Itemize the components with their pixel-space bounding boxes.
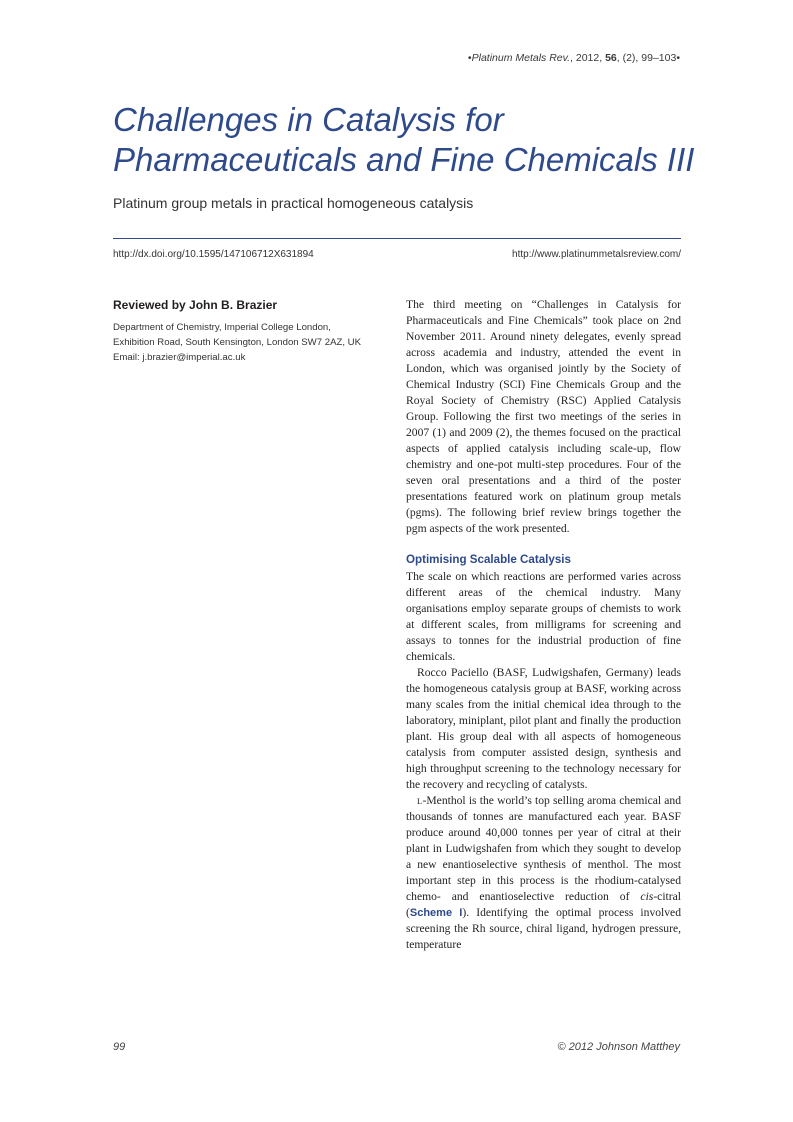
copyright-notice: © 2012 Johnson Matthey bbox=[557, 1041, 680, 1053]
reviewer-block bbox=[113, 298, 388, 365]
reviewer-affiliation-line-2: Exhibition Road, South Kensington, London SW7 2AZ, UK bbox=[113, 337, 361, 348]
paragraph-3 bbox=[406, 793, 681, 953]
small-caps-l: L bbox=[417, 796, 423, 806]
bullet-right: • bbox=[676, 52, 680, 64]
section-heading: Optimising Scalable Catalysis bbox=[406, 553, 571, 566]
bullet-left: • bbox=[467, 52, 472, 64]
scheme-reference-link[interactable]: Scheme I bbox=[409, 907, 463, 919]
paragraph-3-part-c: ). Identifying the optimal process involved screening the Rh source, chiral ligand, hydrogen pressure, temperature bbox=[406, 906, 681, 951]
paragraph-3-part-a: -Menthol is the world’s top selling aroma chemical and thousands of tonnes are manufactured each year. BASF produce around 40,000 tonnes per year of citral at their plant in Ludwigshafen from which they sought to develop a new enantioselective synthesis of menthol. The most important step in this process is the rhodium-catalysed chemo- and enantioselective reduction of bbox=[406, 794, 681, 903]
reviewer-email[interactable]: Email: j.brazier@imperial.ac.uk bbox=[113, 352, 246, 363]
reviewer-name: Reviewed by John B. Brazier bbox=[113, 298, 278, 312]
paragraph-1: The scale on which reactions are performed varies across different areas of the chemical industry. Many organisations employ separate groups of chemists to work at different scales, from milligrams for screening and assays to tonnes for the industrial production of fine chemicals. bbox=[406, 570, 681, 663]
reviewer-affiliation-line-1: Department of Chemistry, Imperial College London, bbox=[113, 322, 331, 333]
journal-year: , 2012, bbox=[570, 52, 606, 64]
title-line-2: Pharmaceuticals and Fine Chemicals III bbox=[113, 141, 695, 178]
website-link[interactable]: http://www.platinummetalsreview.com/ bbox=[512, 249, 681, 260]
journal-issue-pages: , (2), 99–103 bbox=[616, 52, 677, 64]
running-head bbox=[468, 52, 680, 64]
doi-link[interactable]: http://dx.doi.org/10.1595/147106712X631894 bbox=[113, 249, 314, 260]
article-title bbox=[113, 100, 713, 180]
intro-paragraph: The third meeting on “Challenges in Catalysis for Pharmaceuticals and Fine Chemicals” took place on 2nd November 2011. Around ninety delegates, evenly spread across academia and industry, attended the event in London, which was organised jointly by the Society of Chemical Industry (SCI) Fine Chemicals Group and the Royal Society of Chemistry (RSC) Applied Catalysis Group. Following the first two meetings of the series in 2007 (1) and 2009 (2), the themes focused on the practical aspects of applied catalysis including scale-up, flow chemistry and one-pot multi-step procedures. Four of the seven oral presentations and a third of the poster presentations featured work on platinum group metals (pgms). The following brief review brings together the pgm aspects of the work presented. bbox=[406, 298, 681, 535]
journal-name: Platinum Metals Rev. bbox=[471, 52, 571, 64]
paragraph-2: Rocco Paciello (BASF, Ludwigshafen, Germany) leads the homogeneous catalysis group at BASF, working across many scales from the initial chemical idea through to the laboratory, miniplant, pilot plant and finally the production plant. His group deal with all aspects of homogeneous catalysis from computer assisted design, synthesis and high throughput screening to the technology necessary for the recovery and recycling of catalysts. bbox=[406, 666, 681, 791]
article-subtitle: Platinum group metals in practical homogeneous catalysis bbox=[113, 195, 474, 211]
page-number: 99 bbox=[113, 1041, 126, 1053]
title-line-1: Challenges in Catalysis for bbox=[113, 101, 504, 138]
article-body bbox=[406, 297, 681, 953]
cis-italic: cis bbox=[640, 890, 654, 903]
paragraph-3-part-b: -citral ( bbox=[406, 890, 681, 919]
header-divider bbox=[113, 238, 681, 239]
journal-volume: 56 bbox=[605, 52, 617, 64]
